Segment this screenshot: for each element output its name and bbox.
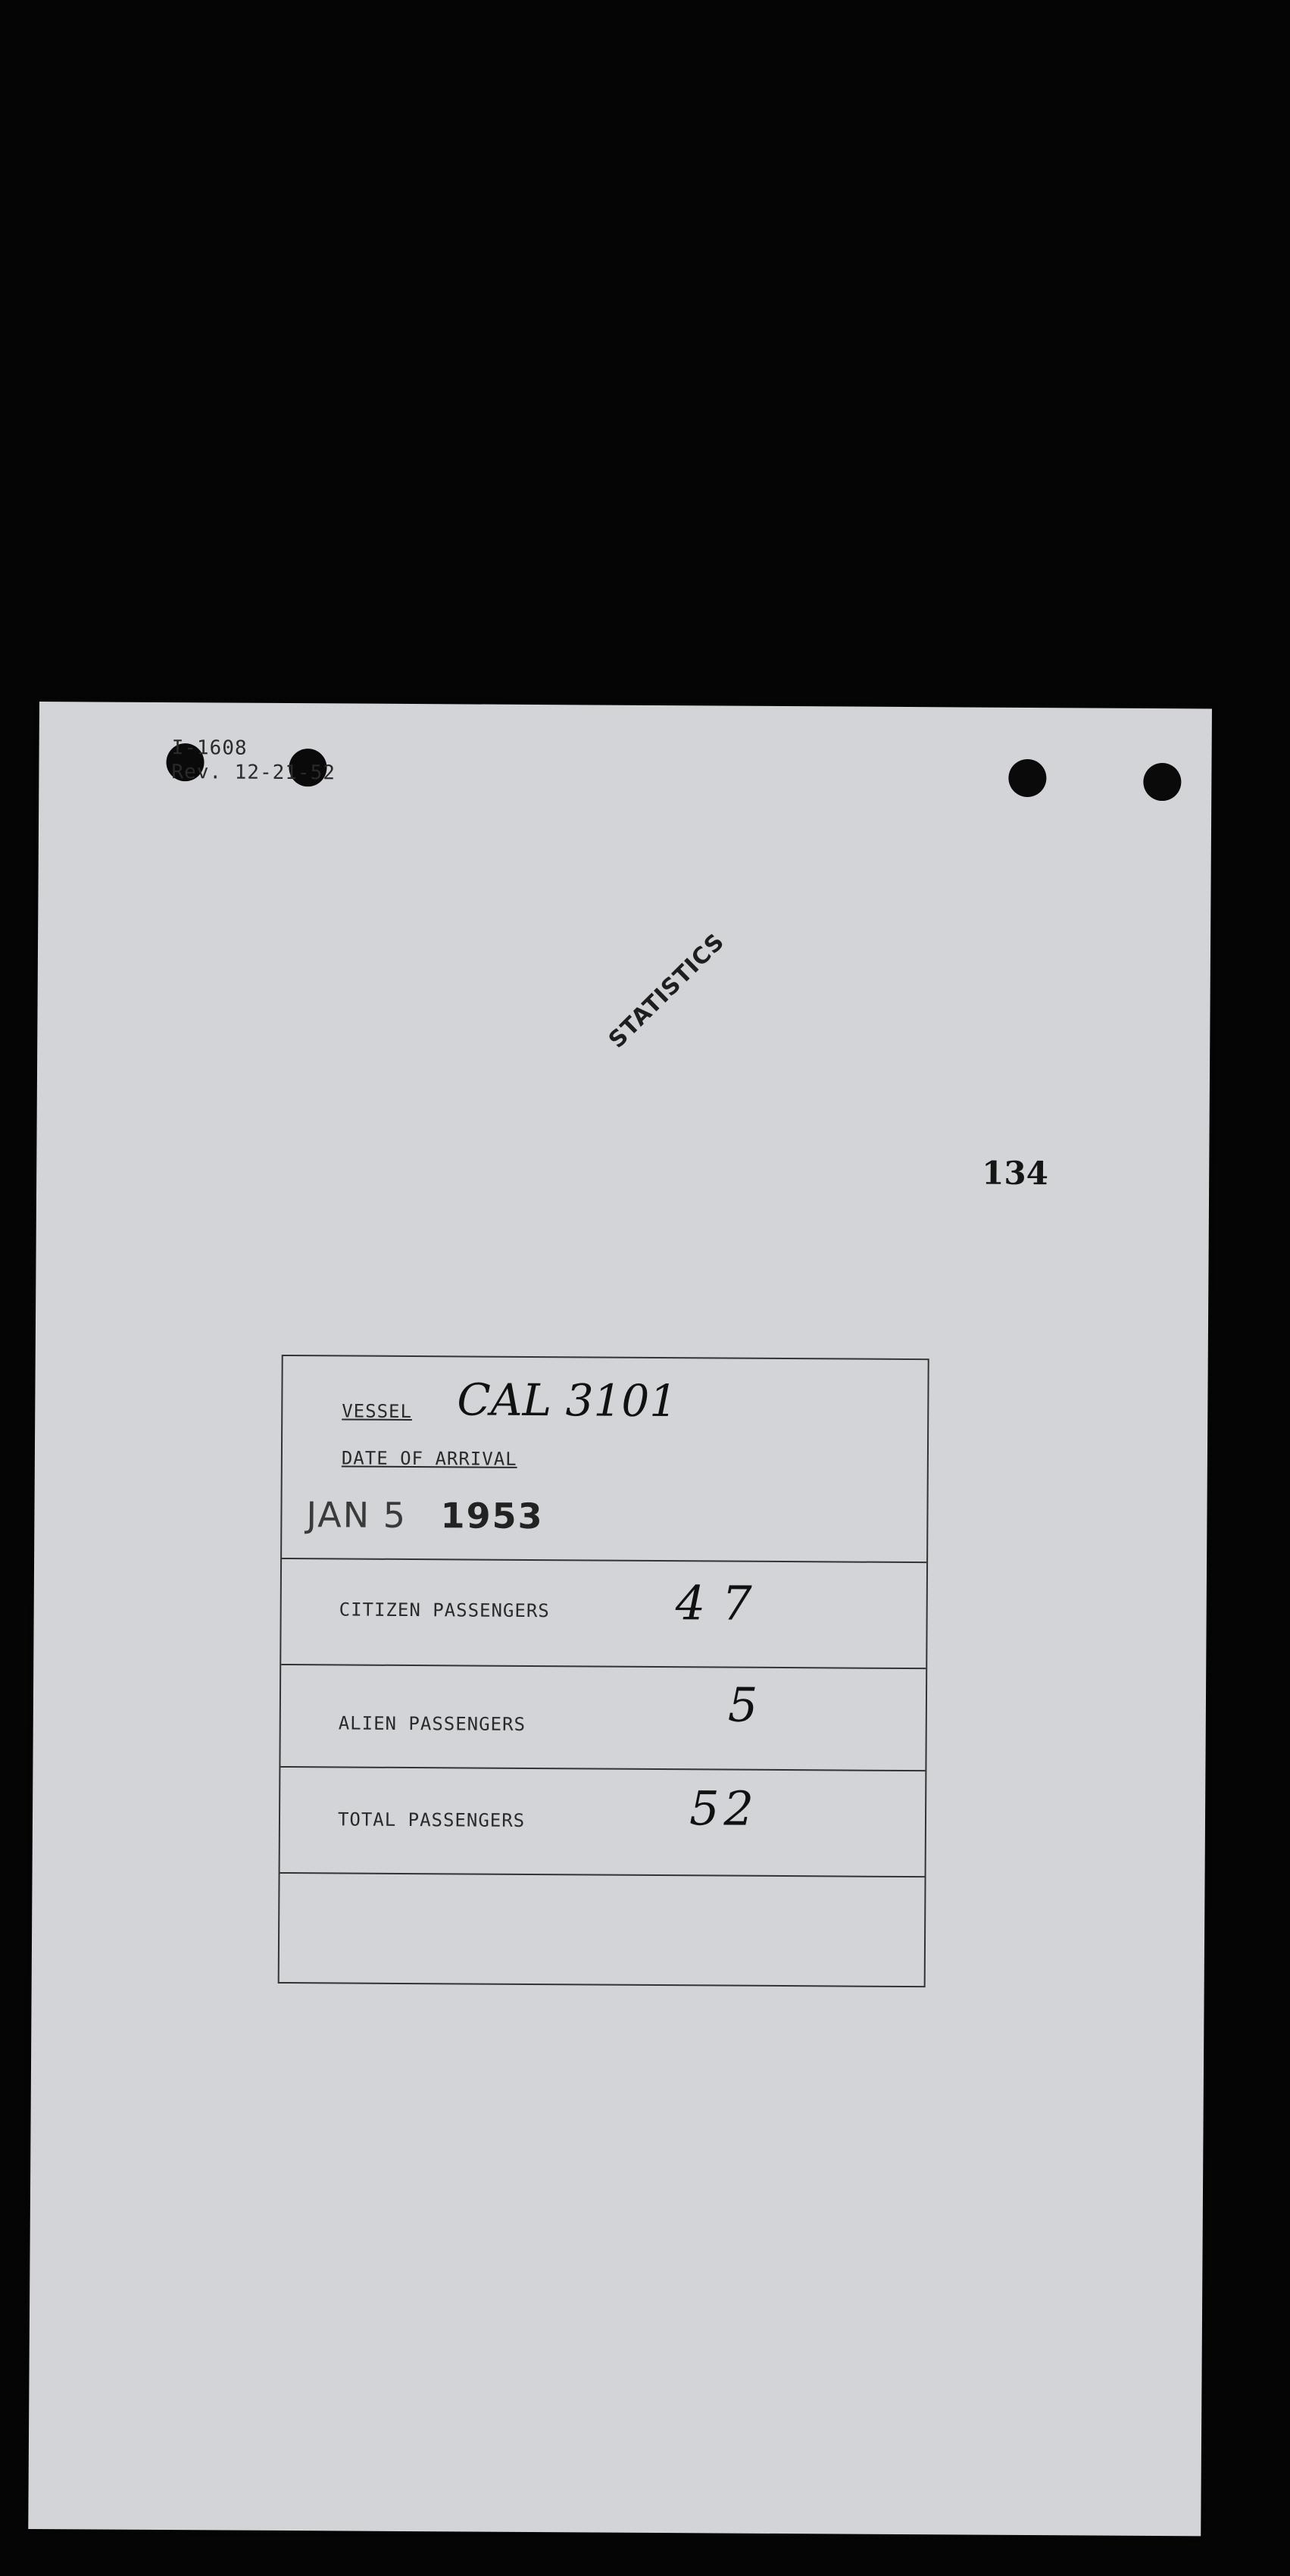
date-of-arrival-label: DATE OF ARRIVAL [341, 1447, 517, 1470]
citizen-passengers-row [281, 1559, 926, 1669]
vessel-section [282, 1356, 928, 1563]
date-stamp-day: JAN 5 [306, 1494, 408, 1536]
alien-passengers-row [280, 1665, 926, 1771]
blank-section [280, 1874, 925, 1989]
form-number-block [171, 736, 336, 785]
total-passengers-row [280, 1768, 926, 1877]
date-stamp-year: 1953 [440, 1495, 544, 1537]
vessel-label: VESSEL [342, 1400, 413, 1423]
page-number: 134 [982, 1154, 1049, 1193]
total-passengers-value: 52 [689, 1780, 759, 1837]
total-passengers-label: TOTAL PASSENGERS [337, 1809, 526, 1831]
form-revision: Rev. 12-21-52 [171, 761, 336, 785]
passenger-statistics-form [278, 1355, 929, 1987]
citizen-passengers-label: CITIZEN PASSENGERS [339, 1599, 550, 1622]
citizen-passengers-value: 47 [675, 1575, 769, 1631]
document-page [28, 702, 1212, 2536]
punch-hole-right-1 [1008, 759, 1046, 797]
alien-passengers-value: 5 [727, 1677, 758, 1733]
alien-passengers-label: ALIEN PASSENGERS [338, 1712, 526, 1735]
punch-hole-right-2 [1143, 763, 1181, 801]
form-code: I-1608 [171, 736, 248, 760]
statistics-stamp: STATISTICS [603, 928, 730, 1054]
vessel-value: CAL 3101 [457, 1374, 678, 1427]
date-of-arrival-stamp [306, 1494, 544, 1537]
